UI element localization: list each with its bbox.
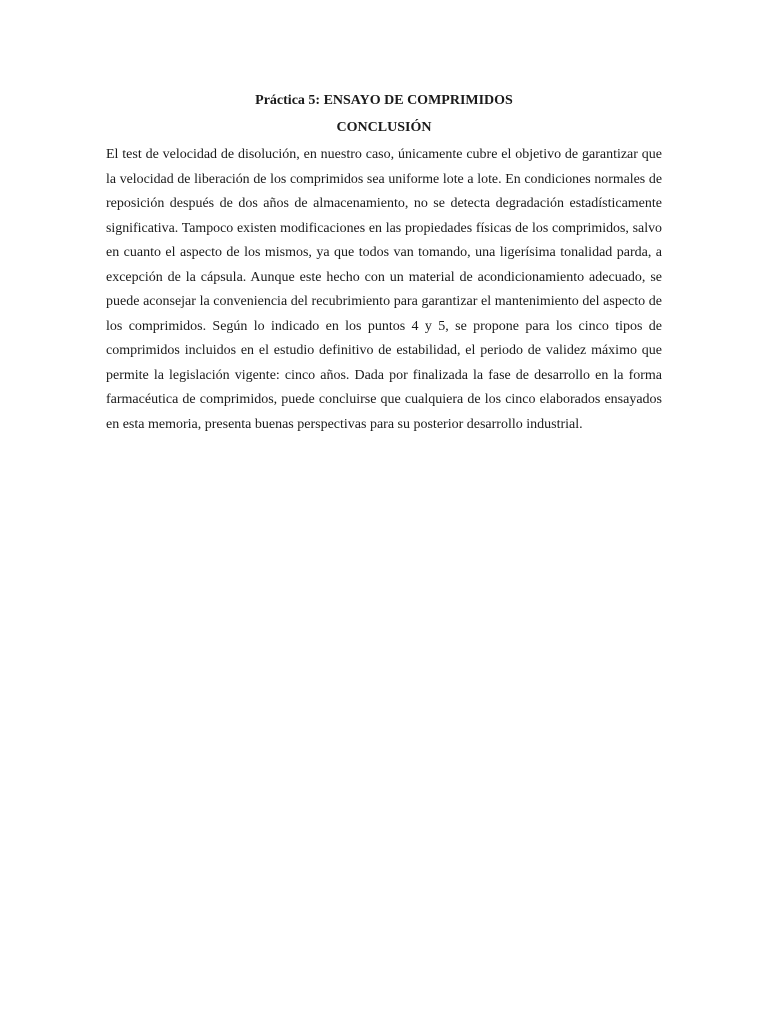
conclusion-paragraph <box>106 143 662 437</box>
document-title: Práctica 5: ENSAYO DE COMPRIMIDOS <box>255 93 513 108</box>
paragraph-line: en esta memoria, presenta buenas perspectivas para su posterior desarrollo industrial. <box>106 416 583 432</box>
paragraph-line: reposición después de dos años de almacenamiento, no se detecta degradación estadísticamente <box>106 196 662 211</box>
paragraph-line: en cuanto el aspecto de los mismos, ya que todos van tomando, una ligerísima tonalidad parda, a <box>106 245 662 260</box>
paragraph-line: excepción de la cápsula. Aunque este hecho con un material de acondicionamiento adecuado, se <box>106 269 662 285</box>
paragraph-line: farmacéutica de comprimidos, puede concluirse que cualquiera de los cinco elaborados ensayados <box>106 392 662 407</box>
paragraph-line: comprimidos incluidos en el estudio definitivo de estabilidad, el periodo de validez máximo que <box>106 343 662 358</box>
paragraph-line: El test de velocidad de disolución, en nuestro caso, únicamente cubre el objetivo de garantizar que <box>106 147 662 162</box>
paragraph-line: permite la legislación vigente: cinco años. Dada por finalizada la fase de desarrollo en la forma <box>106 367 662 383</box>
paragraph-line: la velocidad de liberación de los comprimidos sea uniforme lote a lote. En condiciones normales de <box>106 171 662 187</box>
section-heading: CONCLUSIÓN <box>336 120 432 135</box>
paragraph-line: los comprimidos. Según lo indicado en los puntos 4 y 5, se propone para los cinco tipos de <box>106 318 662 334</box>
paragraph-line: puede aconsejar la conveniencia del recubrimiento para garantizar el mantenimiento del aspecto de <box>106 294 662 309</box>
paragraph-line: significativa. Tampoco existen modificaciones en las propiedades físicas de los comprimidos, salvo <box>106 220 662 236</box>
